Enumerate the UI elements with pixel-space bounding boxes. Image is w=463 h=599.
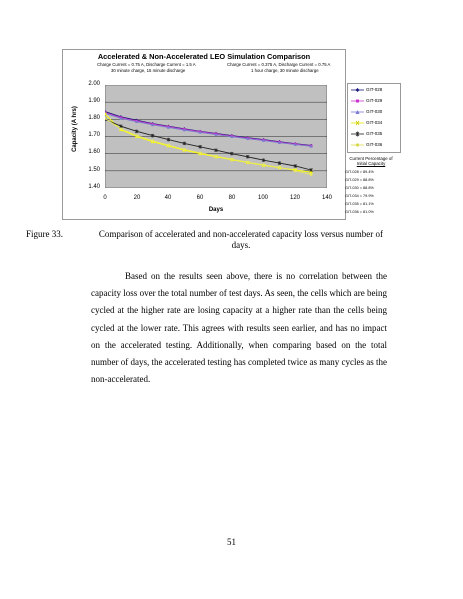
legend-entry (351, 119, 399, 128)
legend-entry (351, 141, 399, 150)
y-tick-label: 1.90 (88, 98, 100, 104)
figure-chart (62, 49, 393, 220)
figure-caption-text: Comparison of accelerated and non-accelerated capacity loss versus number of days. (98, 229, 384, 250)
legend-label: GIT-030 (366, 109, 383, 114)
chart-title: Accelerated & Non-Accelerated LEO Simulation Comparison (97, 52, 311, 61)
y-axis-label: Capacity (A hrs) (72, 106, 78, 152)
figure-caption (26, 229, 391, 251)
data-point-git-036 (310, 173, 313, 176)
legend-label: GIT-029 (366, 98, 383, 103)
x-tick-label: 20 (133, 195, 141, 201)
x-tick-label: 0 (103, 195, 107, 201)
capacity-table-row: GIT-034 = 79.9% (345, 194, 374, 198)
capacity-table-row: GIT-028 = 89.4% (345, 170, 374, 174)
chart-legend (347, 83, 401, 153)
chart-subtitle-left: Charge Current = 0.75 A, Discharge Current = 1.5 A (97, 62, 196, 67)
legend-entry (351, 86, 399, 95)
x-tick-label: 80 (228, 195, 236, 201)
x-tick-label: 40 (164, 195, 172, 201)
legend-swatch-git-030 (351, 109, 365, 115)
y-tick-label: 1.80 (88, 115, 100, 121)
x-tick-label: 140 (321, 195, 332, 201)
y-tick-label: 1.70 (88, 132, 100, 138)
x-tick-label: 120 (289, 195, 300, 201)
legend-entry (351, 108, 399, 117)
page-number: 51 (227, 537, 236, 547)
y-tick-label: 1.50 (88, 167, 100, 173)
x-axis-label: Days (208, 207, 224, 213)
data-point-git-036 (262, 164, 265, 167)
legend-label: GIT-035 (366, 131, 383, 136)
legend-swatch-git-035 (351, 131, 365, 137)
data-point-git-036 (231, 158, 234, 161)
data-point-git-036 (278, 166, 281, 169)
data-point-git-036 (135, 134, 138, 137)
capacity-table-row: GIT-036 = 81.0% (345, 210, 374, 214)
legend-swatch-git-029 (351, 98, 365, 104)
capacity-table-title (341, 156, 401, 166)
chart-subtitle-right: Charge Current = 0.375 A, Discharge Current = 0.75 A (227, 62, 331, 67)
data-point-git-036 (294, 170, 297, 173)
chart-subtitle-left-2: 30 minute charge, 15 minute discharge (111, 68, 186, 73)
x-tick-label: 100 (257, 195, 268, 201)
data-point-git-036 (167, 144, 170, 147)
data-point-git-036 (183, 148, 186, 151)
data-point-git-036 (199, 152, 202, 155)
data-point-git-036 (120, 127, 123, 130)
legend-entry (351, 130, 399, 139)
figure-label: Figure 33. (26, 229, 63, 239)
body-paragraph: Based on the results seen above, there is no correlation between the capacity loss over the total number of test days. As seen, the cells which are being cycled at the higher rate are losing capacity at a higher rate than the cells being cycled at the lower rate. This agrees with results seen earlier, and has no impact on the accelerated testing. Additionally, when comparing based on the total number of days, the accelerated testing has completed twice as many cycles as the non-accelerated. (91, 271, 387, 385)
legend-swatch-git-028 (351, 87, 365, 93)
capacity-table-title-line2: Initial Capacity (356, 161, 386, 166)
data-point-git-036 (246, 161, 249, 164)
legend-swatch-git-034 (351, 120, 365, 126)
capacity-table-row: GIT-035 = 81.1% (345, 202, 374, 206)
data-point-git-036 (215, 155, 218, 158)
legend-label: GIT-036 (366, 142, 383, 147)
capacity-table-row: GIT-030 = 88.8% (345, 186, 374, 190)
y-tick-label: 1.40 (88, 184, 100, 190)
capacity-table-title-line1: Current Percentage of (349, 156, 393, 161)
legend-label: GIT-028 (366, 87, 383, 92)
legend-entry (351, 97, 399, 106)
chart-subtitle-right-2: 1 hour charge, 30 minute discharge (251, 68, 319, 73)
data-point-git-036 (151, 139, 154, 142)
x-tick-label: 60 (196, 195, 204, 201)
plot-area (105, 85, 327, 188)
legend-label: GIT-034 (366, 120, 383, 125)
y-tick-label: 2.00 (88, 81, 100, 87)
legend-swatch-git-036 (351, 142, 365, 148)
y-tick-label: 1.60 (88, 149, 100, 155)
capacity-table-row: GIT-029 = 88.8% (345, 178, 374, 182)
